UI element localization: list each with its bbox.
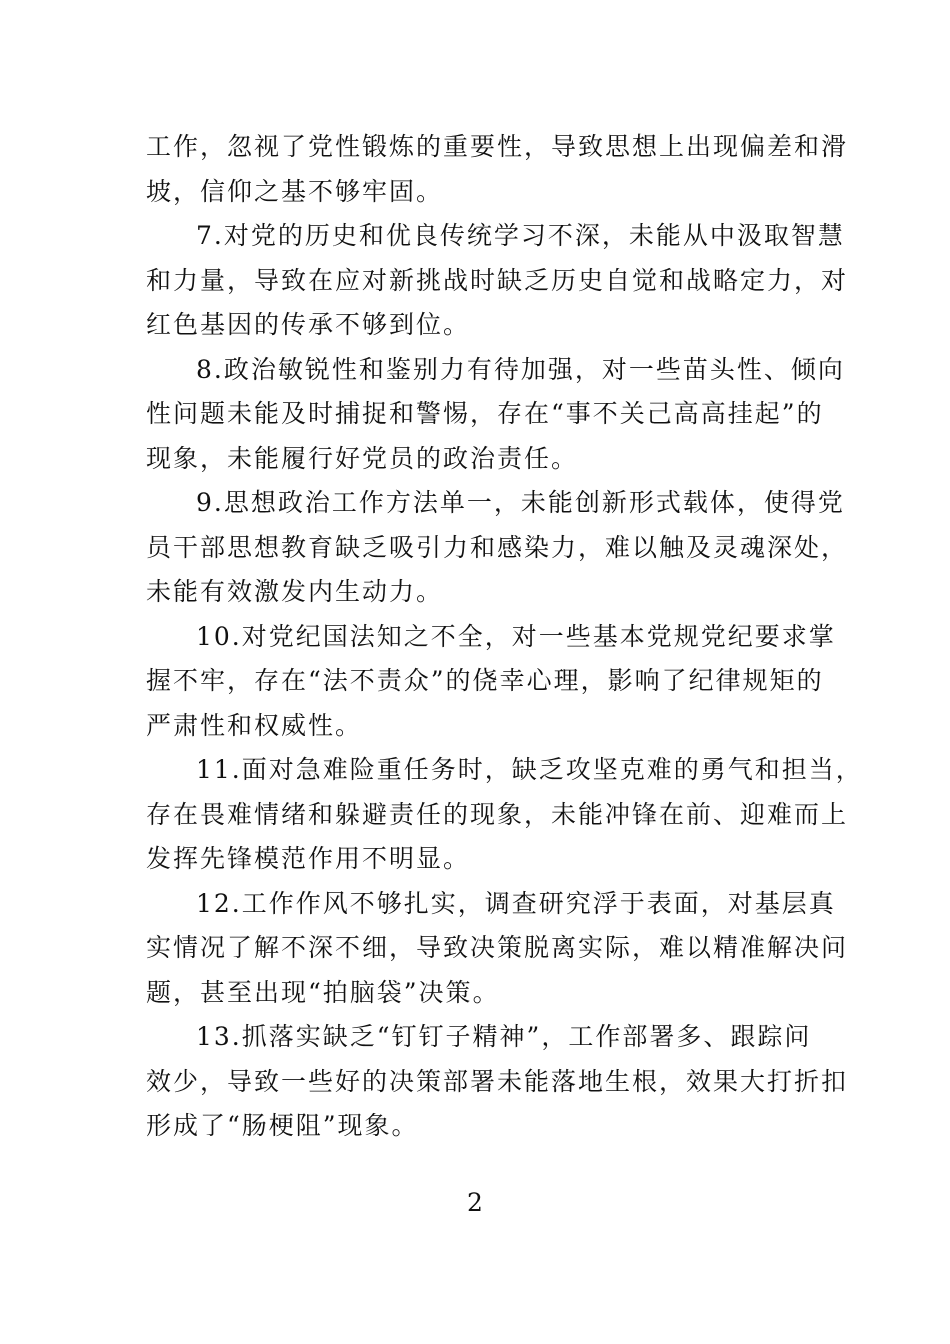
page-number: 2 (467, 1188, 483, 1217)
text-line-10: 员干部思想教育缺乏吸引力和感染力，难以触及灵魂深处， (146, 532, 849, 562)
paragraph-12-start: 12.工作作风不够扎实，调查研究浮于表面，对基层真 (196, 888, 836, 918)
text-line-1: 工作，忽视了党性锻炼的重要性，导致思想上出现偏差和滑 (146, 132, 849, 161)
text-line-4: 和力量，导致在应对新挑战时缺乏历史自觉和战略定力，对 (146, 265, 849, 295)
text-line-7: 性问题未能及时捕捉和警惕，存在“事不关己高高挂起”的 (146, 399, 824, 428)
text-line-2: 坡，信仰之基不够牢固。 (146, 176, 444, 206)
paragraph-11-start: 11.面对急难险重任务时，缺乏攻坚克难的勇气和担当， (196, 755, 863, 784)
text-line-5: 红色基因的传承不够到位。 (146, 310, 471, 339)
text-line-13: 握不牢，存在“法不责众”的侥幸心理，影响了纪律规矩的 (146, 666, 824, 695)
text-line-14: 严肃性和权威性。 (146, 710, 363, 740)
text-line-19: 实情况了解不深不细，导致决策脱离实际，难以精准解决问 (146, 933, 849, 962)
text-line-20: 题，甚至出现“拍脑袋”决策。 (146, 977, 500, 1007)
text-line-16: 存在畏难情绪和躲避责任的现象，未能冲锋在前、迎难而上 (146, 799, 849, 829)
text-line-8: 现象，未能履行好党员的政治责任。 (146, 443, 579, 473)
paragraph-8-start: 8.政治敏锐性和鉴别力有待加强，对一些苗头性、倾向 (196, 354, 845, 384)
text-line-17: 发挥先锋模范作用不明显。 (146, 844, 471, 873)
paragraph-13-start: 13.抓落实缺乏“钉钉子精神”，工作部署多、跟踪问 (196, 1022, 812, 1051)
document-body (146, 125, 863, 1149)
text-line-11: 未能有效激发内生动力。 (146, 577, 444, 606)
paragraph-7-start: 7.对党的历史和优良传统学习不深，未能从中汲取智慧 (196, 221, 845, 250)
text-line-23: 形成了“肠梗阻”现象。 (146, 1111, 419, 1140)
paragraph-9-start: 9.思想政治工作方法单一，未能创新形式载体，使得党 (196, 488, 845, 517)
paragraph-10-start: 10.对党纪国法知之不全，对一些基本党规党纪要求掌 (196, 621, 836, 651)
text-line-22: 效少，导致一些好的决策部署未能落地生根，效果大打折扣 (146, 1066, 849, 1096)
